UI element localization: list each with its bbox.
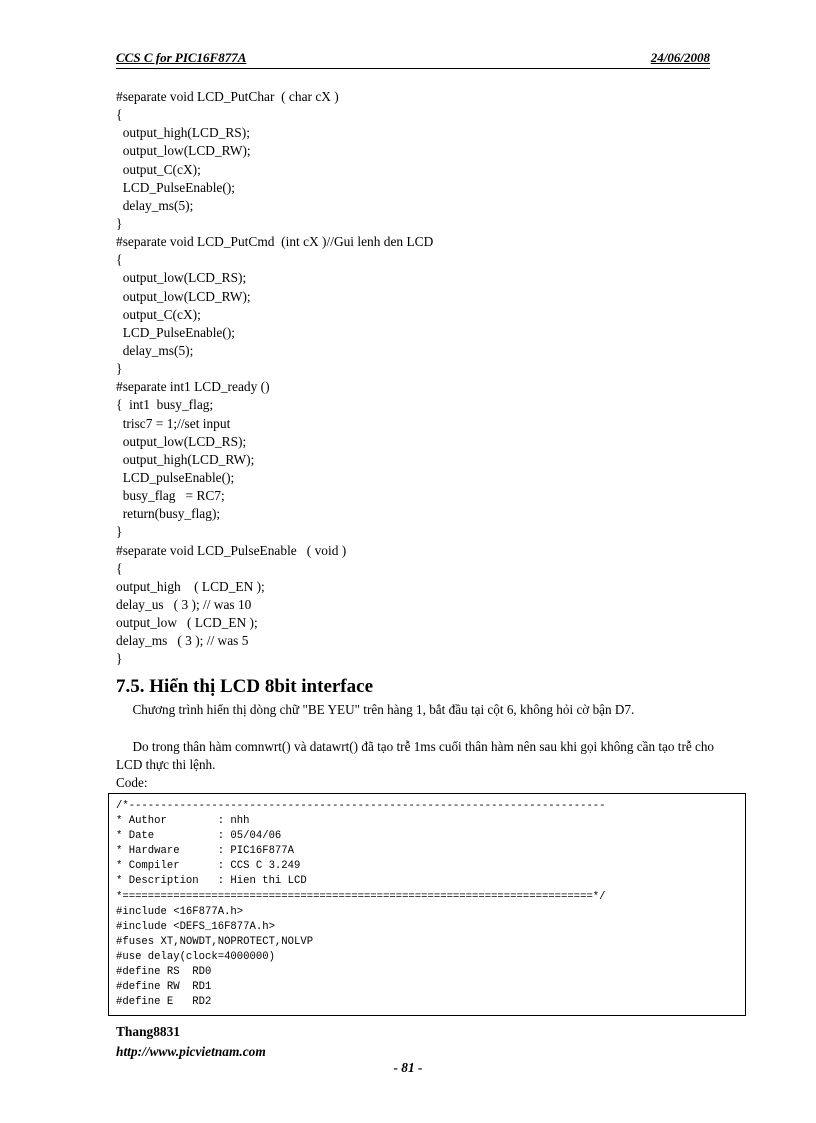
code-line: output_C(cX); xyxy=(116,306,201,322)
paragraph-2 xyxy=(116,738,736,773)
paragraph-1-text: Chương trình hiển thị dòng chữ "BE YEU" trên hàng 1, bắt đầu tại cột 6, không hỏi cờ bận D7. xyxy=(132,702,635,717)
code-line: { xyxy=(116,252,123,268)
code-line: output_high(LCD_RW); xyxy=(116,451,255,467)
code-line: } xyxy=(116,215,123,231)
code-line: LCD_PulseEnable(); xyxy=(116,324,236,340)
code-line: delay_ms(5); xyxy=(116,197,194,213)
page-number: - 81 - xyxy=(393,1060,423,1075)
code-line: #separate void LCD_PutCmd (int cX )//Gui lenh den LCD xyxy=(116,234,434,250)
code-line: #separate void LCD_PutChar ( char cX ) xyxy=(116,89,339,104)
code-line: output_high ( LCD_EN ); xyxy=(116,578,265,594)
code-line: return(busy_flag); xyxy=(116,506,221,522)
code-line: output_low(LCD_RW); xyxy=(116,288,251,304)
code-line: output_high(LCD_RS); xyxy=(116,125,250,141)
code-line: { int1 busy_flag; xyxy=(116,397,214,413)
code-line: #separate int1 LCD_ready () xyxy=(116,379,270,395)
code-line: delay_ms ( 3 ); // was 5 xyxy=(116,633,249,649)
code-line: output_low(LCD_RW); xyxy=(116,143,251,159)
code-line: } xyxy=(116,361,123,377)
footer-author: Thang8831 xyxy=(116,1024,180,1039)
code-line: LCD_pulseEnable(); xyxy=(116,469,235,485)
footer xyxy=(116,1022,266,1062)
page-header xyxy=(116,50,710,69)
code-line: LCD_PulseEnable(); xyxy=(116,179,236,195)
code-line: delay_us ( 3 ); // was 10 xyxy=(116,596,252,612)
code-line: busy_flag = RC7; xyxy=(116,488,225,504)
paragraph-1 xyxy=(116,701,736,719)
code-line: output_low(LCD_RS); xyxy=(116,433,247,449)
code-line: { xyxy=(116,107,123,123)
header-title: CCS C for PIC16F877A xyxy=(116,50,247,65)
code-line: trisc7 = 1;//set input xyxy=(116,415,231,431)
code-line: { xyxy=(116,560,123,576)
code-label: Code: xyxy=(116,775,148,790)
header-date: 24/06/2008 xyxy=(650,50,710,65)
code-line: output_low(LCD_RS); xyxy=(116,270,247,286)
code-line: #separate void LCD_PulseEnable ( void ) xyxy=(116,542,347,558)
code-line: } xyxy=(116,524,123,540)
code-box xyxy=(108,793,746,1016)
footer-url[interactable]: http://www.picvietnam.com xyxy=(116,1044,266,1059)
code-listing-top xyxy=(116,88,716,669)
code-box-text: /*--------------------------------------------------------------------------- * Author : nhh * Date : 05/04/06 * Hardware : PIC16F877A * Compiler : CCS C 3.249 * Description : Hien thi LCD *==========================================================================*/ #include <16F877A.h> #include <DEFS_16F877A.h> #fuses XT,NOWDT,NOPROTECT,NOLVP #use delay(clock=4000000) #define RS RD0 #define RW RD1 #define E RD2 xyxy=(116,800,606,1009)
code-line: } xyxy=(116,651,123,667)
code-line: output_low ( LCD_EN ); xyxy=(116,615,258,631)
code-line: output_C(cX); xyxy=(116,161,201,177)
paragraph-2-text: Do trong thân hàm comnwrt() và datawrt() đã tạo trễ 1ms cuối thân hàm nên sau khi gọi không cần tạo trễ cho LCD thực thi lệnh. xyxy=(116,739,715,772)
section-heading: 7.5. Hiển thị LCD 8bit interface xyxy=(116,676,374,697)
code-line: delay_ms(5); xyxy=(116,342,194,358)
